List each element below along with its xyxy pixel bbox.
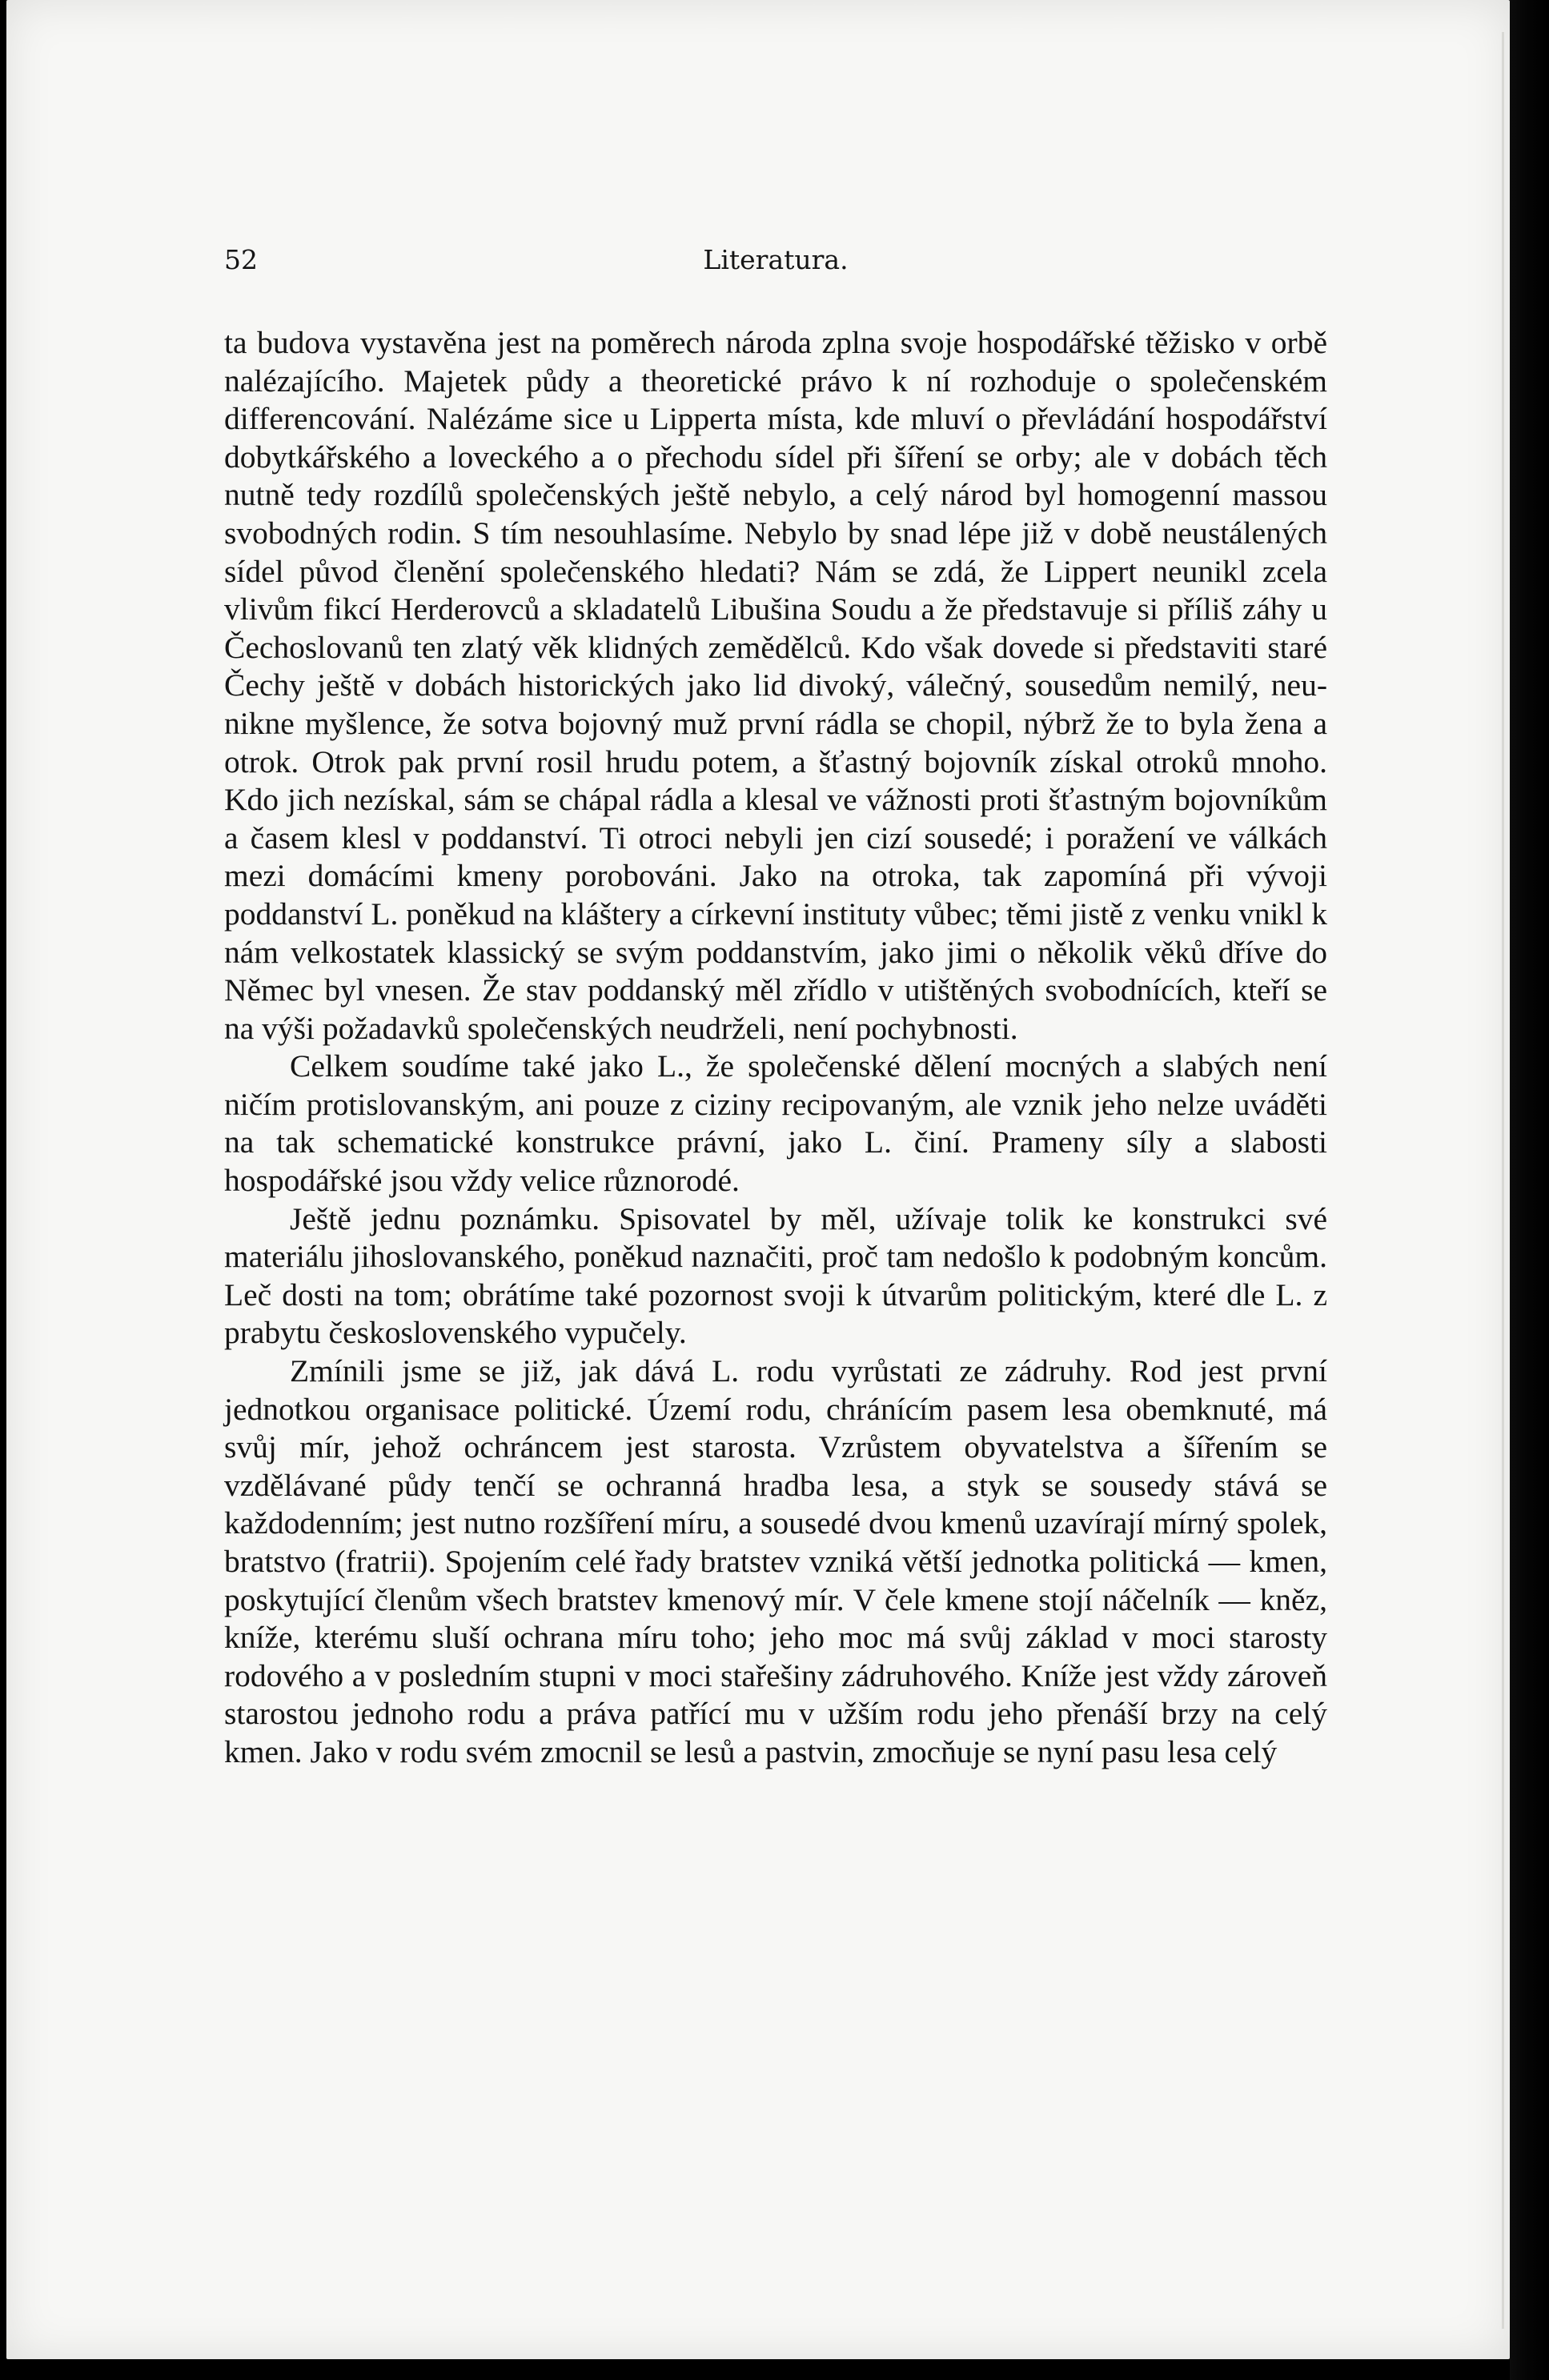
paragraph: Zmínili jsme se již, jak dává L. rodu vyrůstati ze zádruhy. Rod jest první jednotkou organisace politické. Území rodu, chráníсím pasem lesa obemknuté, má svůj mír, jehož ochráncem jest starosta. Vzrůstem obyvatelstva a šířením se vzdělávané půdy tenčí se ochranná hradba lesa, a styk se sousedy stává se každodenním; jest nutno rozšíření míru, a sousedé dvou kmenů uzavírají mírný spolek, bratstvo (fratrii). Spojením celé řady bratstev vzniká větší jednotka politická — kmen, poskytující členům všech bratstev kmenový mír. V čele kmene stojí náčelník — kněz, kníže, kterému sluší ochrana míru toho; jeho moc má svůj základ v moci starosty rodového a v posledním stupni v moci stařešiny zádruhového. Kníže jest vždy zároveň starostou jednoho rodu a práva patřící mu v užším rodu jeho přenáší brzy na celý kmen. Jako v rodu svém zmocnil se lesů a pastvin, zmocňuje se nyní pasu lesa celý (224, 1353, 1327, 1769)
page-header (224, 244, 1327, 284)
page-edge-shadow (1502, 32, 1504, 2329)
scan-border (1510, 0, 1549, 2380)
body-text (224, 324, 1327, 1772)
paragraph: Celkem soudíme také jako L., že společenské dělení mocných a slabých není ničím protislovanským, ani pouze z ciziny recipovaným, ale vznik jeho nelze uváděti na tak schematické konstrukce právní, jako L. činí. Prameny síly a slabosti hospodářské jsou vždy velice různorodé. (224, 1048, 1327, 1199)
page-number: 52 (224, 244, 258, 275)
running-title: Literatura. (703, 244, 849, 275)
paragraph: Ještě jednu poznámku. Spisovatel by měl, užívaje tolik ke konstrukci své materiálu jihoslovanského, poněkud naznačiti, proč tam nedošlo k podobným koncům. Leč dosti na tom; obrátíme také pozornost svoji k útvarům politickým, které dle L. z prabytu československého vypučely. (224, 1200, 1327, 1351)
book-page (6, 0, 1510, 2359)
paragraph: ta budova vystavěna jest na poměrech národa zplna svoje hospodářské těžisko v orbě nalézajícího. Majetek půdy a theoretické právo k ní rozhoduje o společenském differencování. Nalézáme sice u Lipperta místa, kde mluví o převládání hospodářství dobytkářského a loveckého a o přechodu sídel při šíření se orby; ale v dobách těch nutně tedy rozdílů společenských ještě nebylo, a celý národ byl homogenní massou svobodných rodin. S tím nesouhlasíme. Nebylo by snad lépe již v době neustálených sídel původ členění společenského hledati? Nám se zdá, že Lippert neunikl zcela vlivům fikcí Herderovců a skladatelů Libušina Soudu a že představuje si příliš záhy u Čechoslovanů ten zlatý věk klidných zemědělců. Kdo však dovede si představiti staré Čechy ještě v dobách historických jako lid divoký, válečný, sousedům nemilý, neunikne myšlence, že sotva bojovný muž první rádla se chopil, nýbrž že to byla žena a otrok. Otrok pak první rosil hrudu potem, a šťastný bojovník získal otroků mnoho. Kdo jich nezískal, sám se chápal rádla a klesal ve vážnosti proti šťastným bojovníkům a časem klesl v poddanství. Ti otroci nebyli jen cizí sousedé; i poražení ve válkách mezi domácími kmeny porobováni. Jako na otroka, tak zapomíná při vývoji poddanství L. poněkud na kláštery a církevní instituty vůbec; těmi jistě z venku vnikl k nám velkostatek klassický se svým poddanstvím, jako jimi o několik věků dříve do Němec byl vnesen. Že stav poddanský měl zřídlo v utištěných svobodnících, kteří se na výši požadavků společenských neudrželi, není pochybnosti. (224, 325, 1327, 1046)
